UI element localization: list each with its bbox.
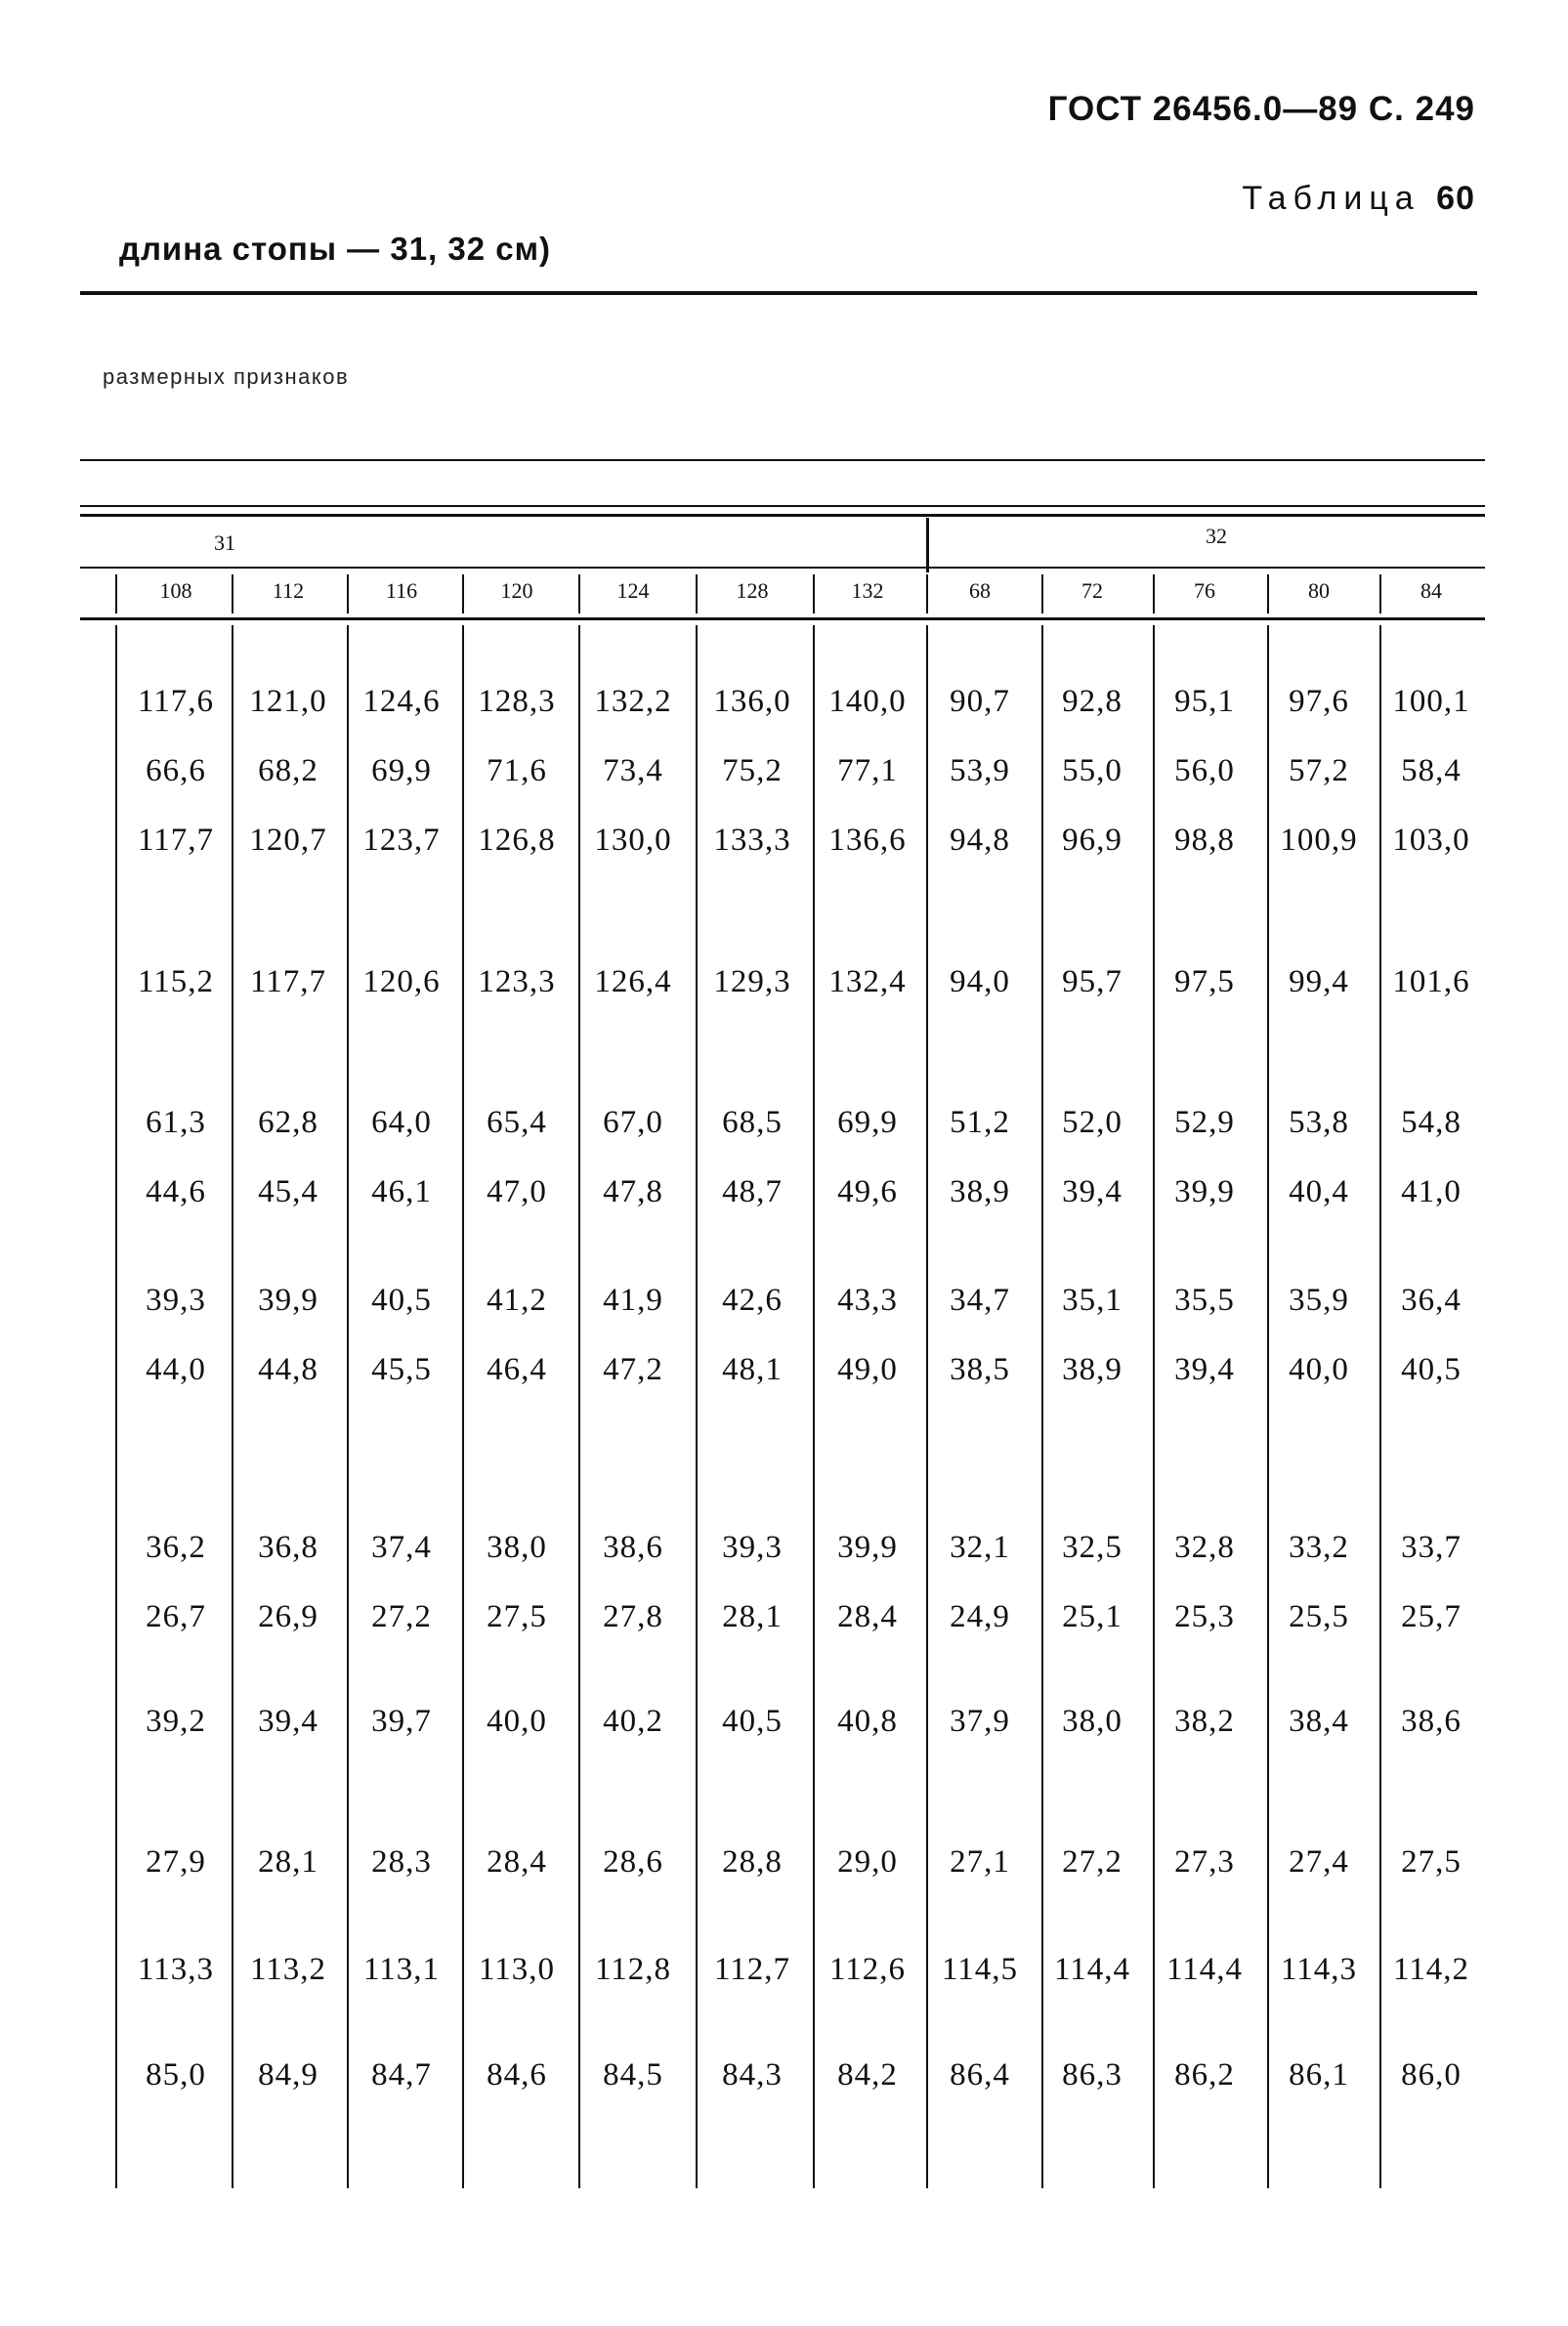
table-cell: 38,9 [1062,1352,1123,1387]
table-cell: 61,3 [146,1105,206,1140]
table-cell: 27,2 [1062,1844,1123,1880]
table-cell: 84,3 [722,2057,783,2093]
table-cell: 132,2 [594,684,672,719]
table-cell: 126,4 [594,964,672,999]
table-cell: 53,8 [1289,1105,1349,1140]
group-label-31: 31 [214,530,235,555]
table-cell: 99,4 [1289,964,1349,999]
table-cell: 37,9 [950,1704,1010,1739]
table-cell: 40,8 [837,1704,898,1739]
group-under-rule [80,567,1485,569]
group-label-32: 32 [1206,524,1227,548]
table-cell: 25,3 [1174,1599,1235,1634]
table-cell: 28,1 [258,1844,318,1880]
column-header-116: 116 [385,578,418,603]
table-cell: 136,6 [828,823,907,858]
column-header-84: 84 [1420,578,1442,603]
table-cell: 32,5 [1062,1530,1123,1565]
table-cell: 39,4 [1174,1352,1235,1387]
table-cell: 114,4 [1165,1952,1244,1987]
table-cell: 86,0 [1401,2057,1462,2093]
table-cell: 120,7 [249,823,327,858]
table-cell: 32,1 [950,1530,1010,1565]
table-cell: 44,8 [258,1352,318,1387]
table-cell: 123,3 [478,964,556,999]
table-cell: 47,0 [487,1174,547,1209]
table-cell: 113,0 [478,1952,556,1987]
column-header-80: 80 [1308,578,1330,603]
table-label [1242,180,1475,218]
table-cell: 52,0 [1062,1105,1123,1140]
table-cell: 38,2 [1174,1704,1235,1739]
table-cell: 114,3 [1280,1952,1358,1987]
table-cell: 94,8 [950,823,1010,858]
table-cell: 126,8 [478,823,556,858]
table-word: Таблица [1242,180,1420,217]
table-cell: 32,8 [1174,1530,1235,1565]
table-cell: 86,4 [950,2057,1010,2093]
group-header-divider [926,518,929,572]
table-cell: 40,0 [1289,1352,1349,1387]
table-cell: 68,2 [258,753,318,788]
table-cell: 84,7 [371,2057,432,2093]
table-cell: 117,6 [137,684,215,719]
column-header-128: 128 [736,578,769,603]
table-cell: 49,6 [837,1174,898,1209]
rule-b [80,505,1485,507]
table-cell: 112,7 [713,1952,791,1987]
table-cell: 39,9 [837,1530,898,1565]
document-reference: ГОСТ 26456.0—89 С. 249 [1047,90,1475,128]
table-cell: 113,3 [137,1952,215,1987]
table-cell: 57,2 [1289,753,1349,788]
table-cell: 40,5 [1401,1352,1462,1387]
table-cell: 28,8 [722,1844,783,1880]
table-cell: 64,0 [371,1105,432,1140]
table-cell: 136,0 [713,684,791,719]
table-cell: 69,9 [371,753,432,788]
table-cell: 84,9 [258,2057,318,2093]
table-cell: 120,6 [362,964,441,999]
table-cell: 90,7 [950,684,1010,719]
group-header-top-rule [80,514,1485,517]
table-cell: 101,6 [1392,964,1470,999]
table-cell: 97,5 [1174,964,1235,999]
table-cell: 86,1 [1289,2057,1349,2093]
table-cell: 37,4 [371,1530,432,1565]
table-cell: 25,5 [1289,1599,1349,1634]
table-cell: 95,1 [1174,684,1235,719]
table-cell: 84,2 [837,2057,898,2093]
table-cell: 27,3 [1174,1844,1235,1880]
table-cell: 100,1 [1392,684,1470,719]
column-header-108: 108 [159,578,192,603]
table-cell: 29,0 [837,1844,898,1880]
table-cell: 26,9 [258,1599,318,1634]
table-cell: 40,0 [487,1704,547,1739]
table-cell: 40,5 [722,1704,783,1739]
table-cell: 27,5 [1401,1844,1462,1880]
table-cell: 92,8 [1062,684,1123,719]
table-cell: 28,6 [603,1844,663,1880]
table-cell: 95,7 [1062,964,1123,999]
column-header-72: 72 [1081,578,1103,603]
table-cell: 38,6 [603,1530,663,1565]
table-cell: 128,3 [478,684,556,719]
table-cell: 40,2 [603,1704,663,1739]
table-cell: 115,2 [137,964,215,999]
table-cell: 44,0 [146,1352,206,1387]
table-cell: 39,4 [1062,1174,1123,1209]
table-cell: 130,0 [594,823,672,858]
table-cell: 84,6 [487,2057,547,2093]
table-cell: 35,1 [1062,1283,1123,1318]
table-cell: 38,0 [1062,1704,1123,1739]
column-header-112: 112 [272,578,305,603]
table-cell: 103,0 [1392,823,1470,858]
table-cell: 53,9 [950,753,1010,788]
table-cell: 36,8 [258,1530,318,1565]
table-cell: 28,3 [371,1844,432,1880]
table-cell: 85,0 [146,2057,206,2093]
table-cell: 24,9 [950,1599,1010,1634]
table-cell: 45,4 [258,1174,318,1209]
table-cell: 40,5 [371,1283,432,1318]
table-cell: 77,1 [837,753,898,788]
table-cell: 67,0 [603,1105,663,1140]
table-cell: 86,2 [1174,2057,1235,2093]
column-header-124: 124 [616,578,650,603]
divider-left [115,625,117,2188]
table-cell: 47,8 [603,1174,663,1209]
table-cell: 68,5 [722,1105,783,1140]
table-cell: 28,4 [487,1844,547,1880]
table-cell: 114,5 [941,1952,1019,1987]
table-cell: 40,4 [1289,1174,1349,1209]
head-tick-0 [115,574,117,613]
table-cell: 39,9 [258,1283,318,1318]
table-cell: 35,5 [1174,1283,1235,1318]
table-cell: 140,0 [828,684,907,719]
table-number: 60 [1436,180,1475,217]
table-cell: 56,0 [1174,753,1235,788]
table-cell: 36,4 [1401,1283,1462,1318]
column-head-bottom-rule [80,617,1485,620]
table-cell: 27,5 [487,1599,547,1634]
table-cell: 49,0 [837,1352,898,1387]
table-cell: 27,1 [950,1844,1010,1880]
table-cell: 28,1 [722,1599,783,1634]
table-cell: 43,3 [837,1283,898,1318]
table-cell: 124,6 [362,684,441,719]
table-cell: 38,6 [1401,1704,1462,1739]
table-cell: 27,2 [371,1599,432,1634]
table-cell: 39,3 [722,1530,783,1565]
column-header-68: 68 [969,578,991,603]
table-cell: 46,4 [487,1352,547,1387]
table-cell: 27,4 [1289,1844,1349,1880]
table-cell: 73,4 [603,753,663,788]
rule-a [80,459,1485,461]
table-cell: 132,4 [828,964,907,999]
table-cell: 34,7 [950,1283,1010,1318]
table-subtitle: длина стопы — 31, 32 см) [119,231,552,267]
table-cell: 84,5 [603,2057,663,2093]
table-cell: 46,1 [371,1174,432,1209]
table-cell: 27,8 [603,1599,663,1634]
table-cell: 47,2 [603,1352,663,1387]
table-cell: 39,3 [146,1283,206,1318]
table-cell: 26,7 [146,1599,206,1634]
table-cell: 38,5 [950,1352,1010,1387]
table-cell: 65,4 [487,1105,547,1140]
table-cell: 41,2 [487,1283,547,1318]
column-header-76: 76 [1194,578,1215,603]
table-cell: 42,6 [722,1283,783,1318]
table-cell: 39,7 [371,1704,432,1739]
table-cell: 133,3 [713,823,791,858]
table-cell: 39,9 [1174,1174,1235,1209]
feature-caption: размерных признаков [103,364,350,389]
table-cell: 39,4 [258,1704,318,1739]
table-cell: 39,2 [146,1704,206,1739]
table-cell: 36,2 [146,1530,206,1565]
table-cell: 114,4 [1053,1952,1131,1987]
table-cell: 123,7 [362,823,441,858]
top-rule [80,291,1477,295]
table-cell: 54,8 [1401,1105,1462,1140]
table-cell: 117,7 [249,964,327,999]
table-cell: 25,1 [1062,1599,1123,1634]
table-cell: 38,0 [487,1530,547,1565]
table-cell: 86,3 [1062,2057,1123,2093]
column-header-120: 120 [500,578,533,603]
table-cell: 129,3 [713,964,791,999]
table-cell: 113,1 [362,1952,441,1987]
table-cell: 113,2 [249,1952,327,1987]
table-cell: 25,7 [1401,1599,1462,1634]
table-cell: 27,9 [146,1844,206,1880]
table-cell: 121,0 [249,684,327,719]
table-cell: 28,4 [837,1599,898,1634]
table-cell: 33,2 [1289,1530,1349,1565]
table-cell: 97,6 [1289,684,1349,719]
table-cell: 38,9 [950,1174,1010,1209]
table-cell: 94,0 [950,964,1010,999]
table-cell: 66,6 [146,753,206,788]
table-cell: 96,9 [1062,823,1123,858]
table-cell: 58,4 [1401,753,1462,788]
table-cell: 41,9 [603,1283,663,1318]
table-cell: 48,7 [722,1174,783,1209]
table-cell: 114,2 [1392,1952,1470,1987]
table-cell: 38,4 [1289,1704,1349,1739]
table-cell: 35,9 [1289,1283,1349,1318]
table-cell: 44,6 [146,1174,206,1209]
table-cell: 112,8 [594,1952,672,1987]
table-cell: 62,8 [258,1105,318,1140]
table-cell: 75,2 [722,753,783,788]
table-cell: 71,6 [487,753,547,788]
column-header-132: 132 [851,578,884,603]
table-cell: 117,7 [137,823,215,858]
table-cell: 100,9 [1280,823,1358,858]
table-cell: 52,9 [1174,1105,1235,1140]
table-cell: 45,5 [371,1352,432,1387]
table-cell: 98,8 [1174,823,1235,858]
table-cell: 69,9 [837,1105,898,1140]
table-cell: 55,0 [1062,753,1123,788]
table-cell: 33,7 [1401,1530,1462,1565]
table-cell: 48,1 [722,1352,783,1387]
table-cell: 41,0 [1401,1174,1462,1209]
table-cell: 51,2 [950,1105,1010,1140]
table-cell: 112,6 [828,1952,907,1987]
